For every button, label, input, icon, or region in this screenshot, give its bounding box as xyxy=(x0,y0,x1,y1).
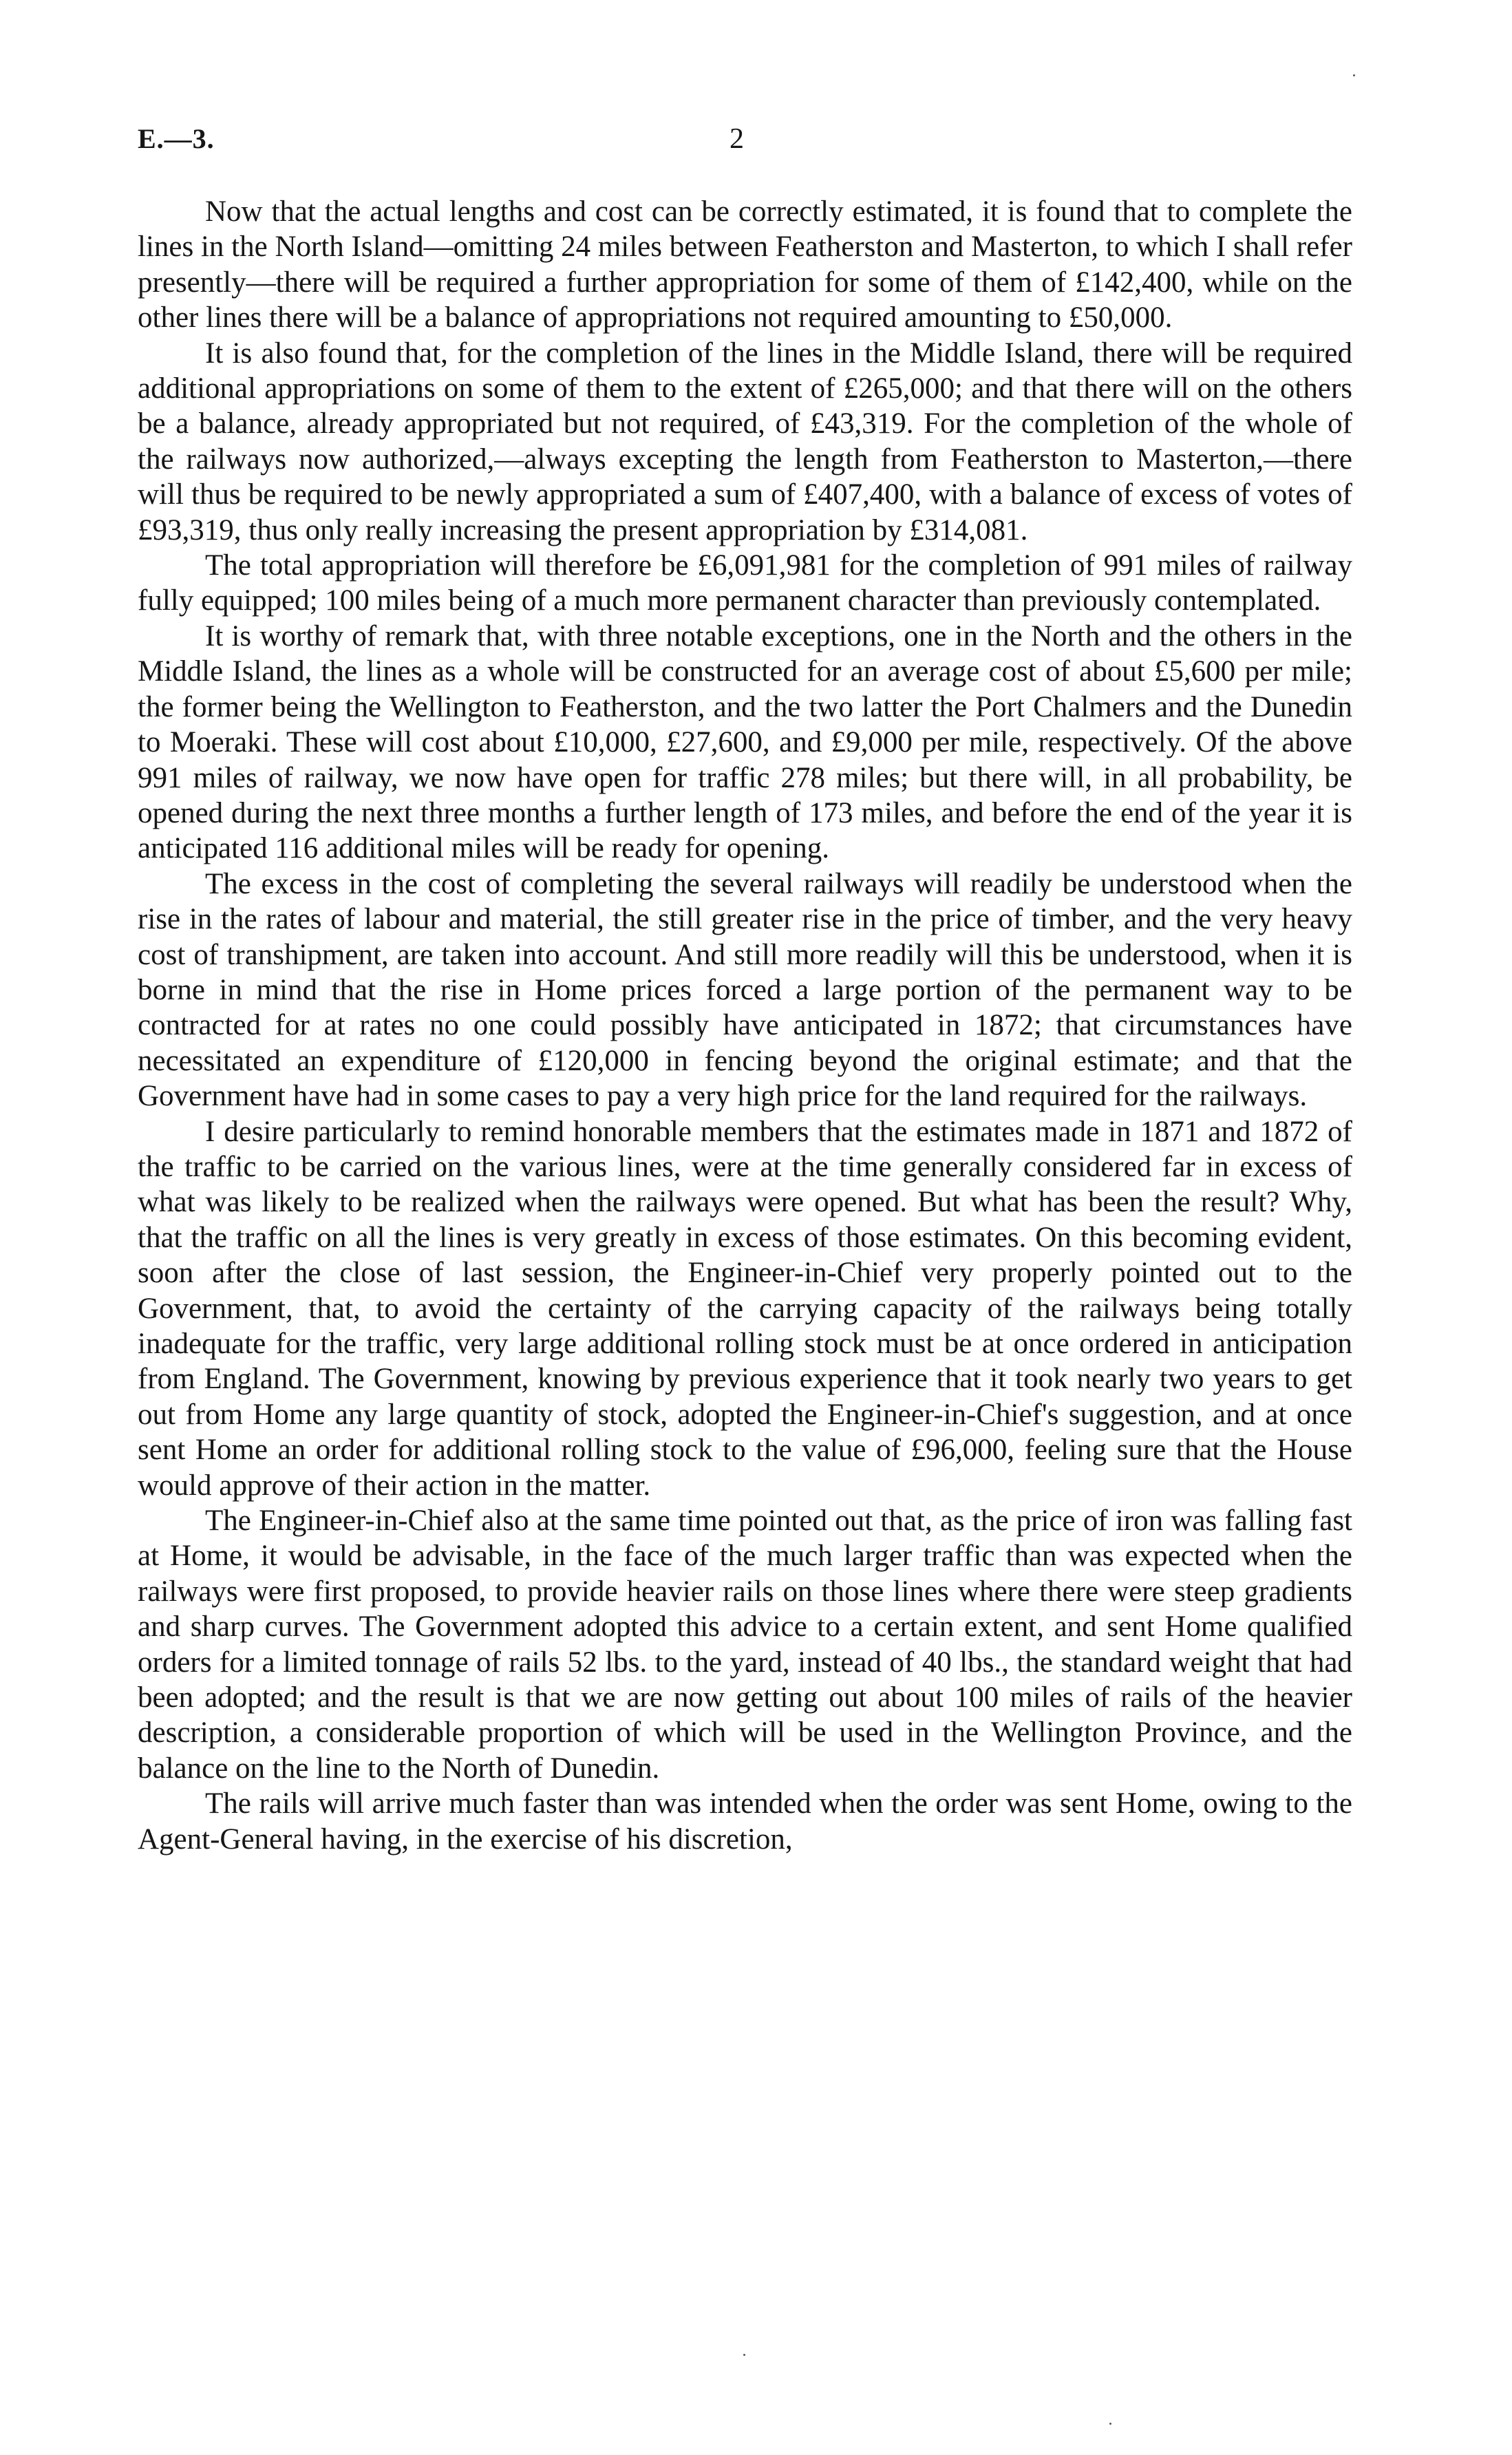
paragraph-6: I desire particularly to remind honorable members that the estimates made in 1871 and 1872 of the traffic to be carried on the various lines, were at the time generally considered far in excess of what was likely to be realized when the railways were opened. But what has been the result? Why, that the traffic on all the lines is very greatly in excess of those estimates. On this becoming evident, soon after the close of last session, the Engineer-in-Chief very properly pointed out to the Government, that, to avoid the certainty of the carrying capacity of the railways being totally inadequate for the traffic, very large additional rolling stock must be at once ordered in anticipation from England. The Government, knowing by previous experience that it took nearly two years to get out from Home any large quantity of stock, adopted the Engineer-in-Chief's suggestion, and at once sent Home an order for additional rolling stock to the value of £96,000, feeling sure that the House would approve of their action in the matter. xyxy=(138,1115,1352,1502)
paragraph-7: The Engineer-in-Chief also at the same time pointed out that, as the price of iron was falling fast at Home, it would be advisable, in the face of the much larger traffic than was expected when the railways were first proposed, to provide heavier rails on those lines where there were steep gradients and sharp curves. The Government adopted this advice to a certain extent, and sent Home qualified orders for a limited tonnage of rails 52 lbs. to the yard, instead of 40 lbs., the standard weight that had been adopted; and the result is that we are now getting out about 100 miles of rails of the heavier description, a considerable proportion of which will be used in the Wellington Province, and the balance on the line to the North of Dunedin. xyxy=(138,1505,1352,1785)
paper-speck xyxy=(743,2354,745,2356)
page-header xyxy=(138,123,1376,164)
paragraph-1: Now that the actual lengths and cost can be correctly estimated, it is found that to complete the lines in the North Island—omitting 24 miles between Featherston and Masterton, to which I shall refer presently—there will be required a further appropriation for some of them of £142,400, while on the other lines there will be a balance of appropriations not required amounting to £50,000. xyxy=(138,195,1352,334)
paragraph-5: The excess in the cost of completing the several railways will readily be understood when the rise in the rates of labour and material, the still greater rise in the price of timber, and the very heavy cost of transhipment, are taken into account. And still more readily will this be understood, when it is borne in mind that the rise in Home prices forced a large portion of the permanent way to be contracted for at rates no one could possibly have anticipated in 1872; that circumstances have necessitated an expenditure of £120,000 in fencing beyond the original estimate; and that the Government have had in some cases to pay a very high price for the land required for the railways. xyxy=(138,867,1352,1113)
paper-speck xyxy=(1353,74,1355,76)
paragraph-4: It is worthy of remark that, with three notable exceptions, one in the North and the others in the Middle Island, the lines as a whole will be constructed for an average cost of about £5,600 per mile; the former being the Wellington to Featherston, and the two latter the Port Chalmers and the Dunedin to Moeraki. These will cost about £10,000, £27,600, and £9,000 per mile, respectively. Of the above 991 miles of railway, we now have open for traffic 278 miles; but there will, in all probability, be opened during the next three months a further length of 173 miles, and before the end of the year it is anticipated 116 additional miles will be ready for opening. xyxy=(138,619,1352,865)
paragraph-3: The total appropriation will therefore be £6,091,981 for the completion of 991 miles of railway fully equipped; 100 miles being of a much more permanent character than previously contemplated. xyxy=(138,549,1352,617)
document-reference: E.—3. xyxy=(138,123,215,154)
page-number: 2 xyxy=(730,123,744,155)
paragraph-8: The rails will arrive much faster than was intended when the order was sent Home, owing to the Agent-General having, in the exercise of his discretion, xyxy=(138,1787,1352,1856)
paper-speck xyxy=(1109,2423,1111,2425)
paragraph-2: It is also found that, for the completion of the lines in the Middle Island, there will be required additional appropriations on some of them to the extent of £265,000; and that there will on the others be a balance, already appropriated but not required, of £43,319. For the completion of the whole of the railways now authorized,—always excepting the length from Featherston to Masterton,—there will thus be required to be newly appropriated a sum of £407,400, with a balance of excess of votes of £93,319, thus only really increasing the present appropriation by £314,081. xyxy=(138,337,1352,546)
body-text xyxy=(138,194,1352,1857)
